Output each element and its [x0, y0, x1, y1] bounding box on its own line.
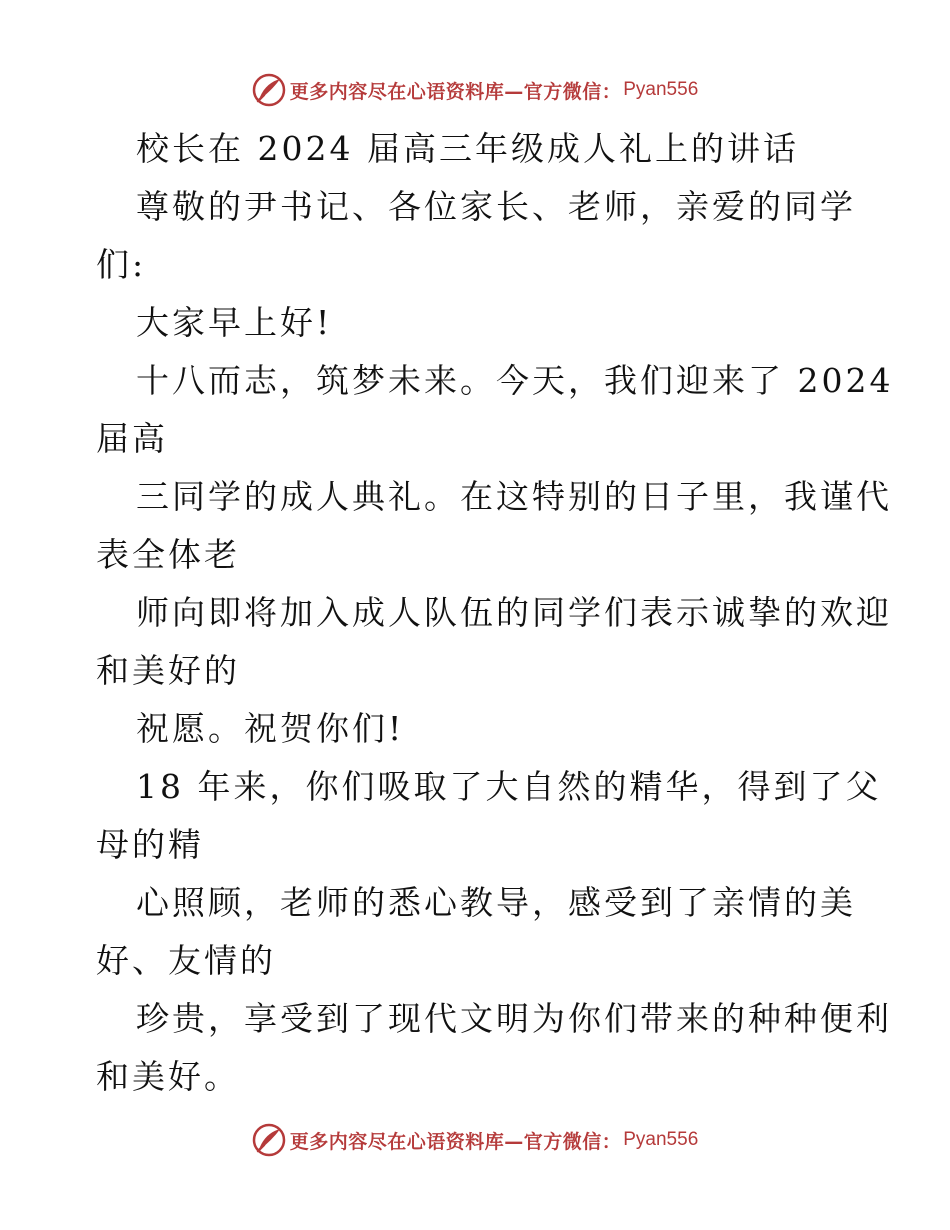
- paragraph-line: 三同学的成人典礼。在这特别的日子里，我谨代: [136, 477, 892, 516]
- paragraph-line: 18 年来，你们吸取了大自然的精华，得到了父: [136, 767, 882, 806]
- footer-banner: [0, 1120, 950, 1160]
- paragraph-line: 和美好的: [96, 651, 240, 690]
- paragraph-line: 十八而志，筑梦未来。今天，我们迎来了 2024: [136, 361, 894, 400]
- paragraph-line: 表全体老: [96, 535, 240, 574]
- header-banner: [0, 70, 950, 110]
- paragraph-line: 珍贵，享受到了现代文明为你们带来的种种便利: [136, 999, 892, 1038]
- paragraph-line: 祝愿。祝贺你们!: [136, 709, 405, 748]
- header-banner-text: 更多内容尽在心语资料库—官方微信：: [289, 80, 622, 103]
- footer-wechat-id: Pyan556: [623, 1129, 699, 1150]
- header-wechat-id: Pyan556: [623, 79, 699, 100]
- paragraph-line: 心照顾，老师的悉心教导，感受到了亲情的美: [136, 883, 856, 922]
- paragraph-line: 好、友情的: [96, 941, 276, 980]
- quill-logo-icon: [252, 73, 286, 107]
- paragraph-line: 母的精: [96, 825, 204, 864]
- quill-logo-icon: [252, 1123, 286, 1157]
- document-title: 校长在 2024 届高三年级成人礼上的讲话: [136, 129, 799, 168]
- paragraph-line: 大家早上好!: [136, 303, 333, 342]
- paragraph-line: 尊敬的尹书记、各位家长、老师，亲爱的同学: [136, 187, 856, 226]
- footer-banner-text: 更多内容尽在心语资料库—官方微信：: [289, 1130, 622, 1153]
- paragraph-line: 师向即将加入成人队伍的同学们表示诚挚的欢迎: [136, 593, 892, 632]
- paragraph-line: 和美好。: [96, 1057, 240, 1096]
- paragraph-line: 届高: [96, 419, 168, 458]
- paragraph-line: 们:: [96, 245, 147, 284]
